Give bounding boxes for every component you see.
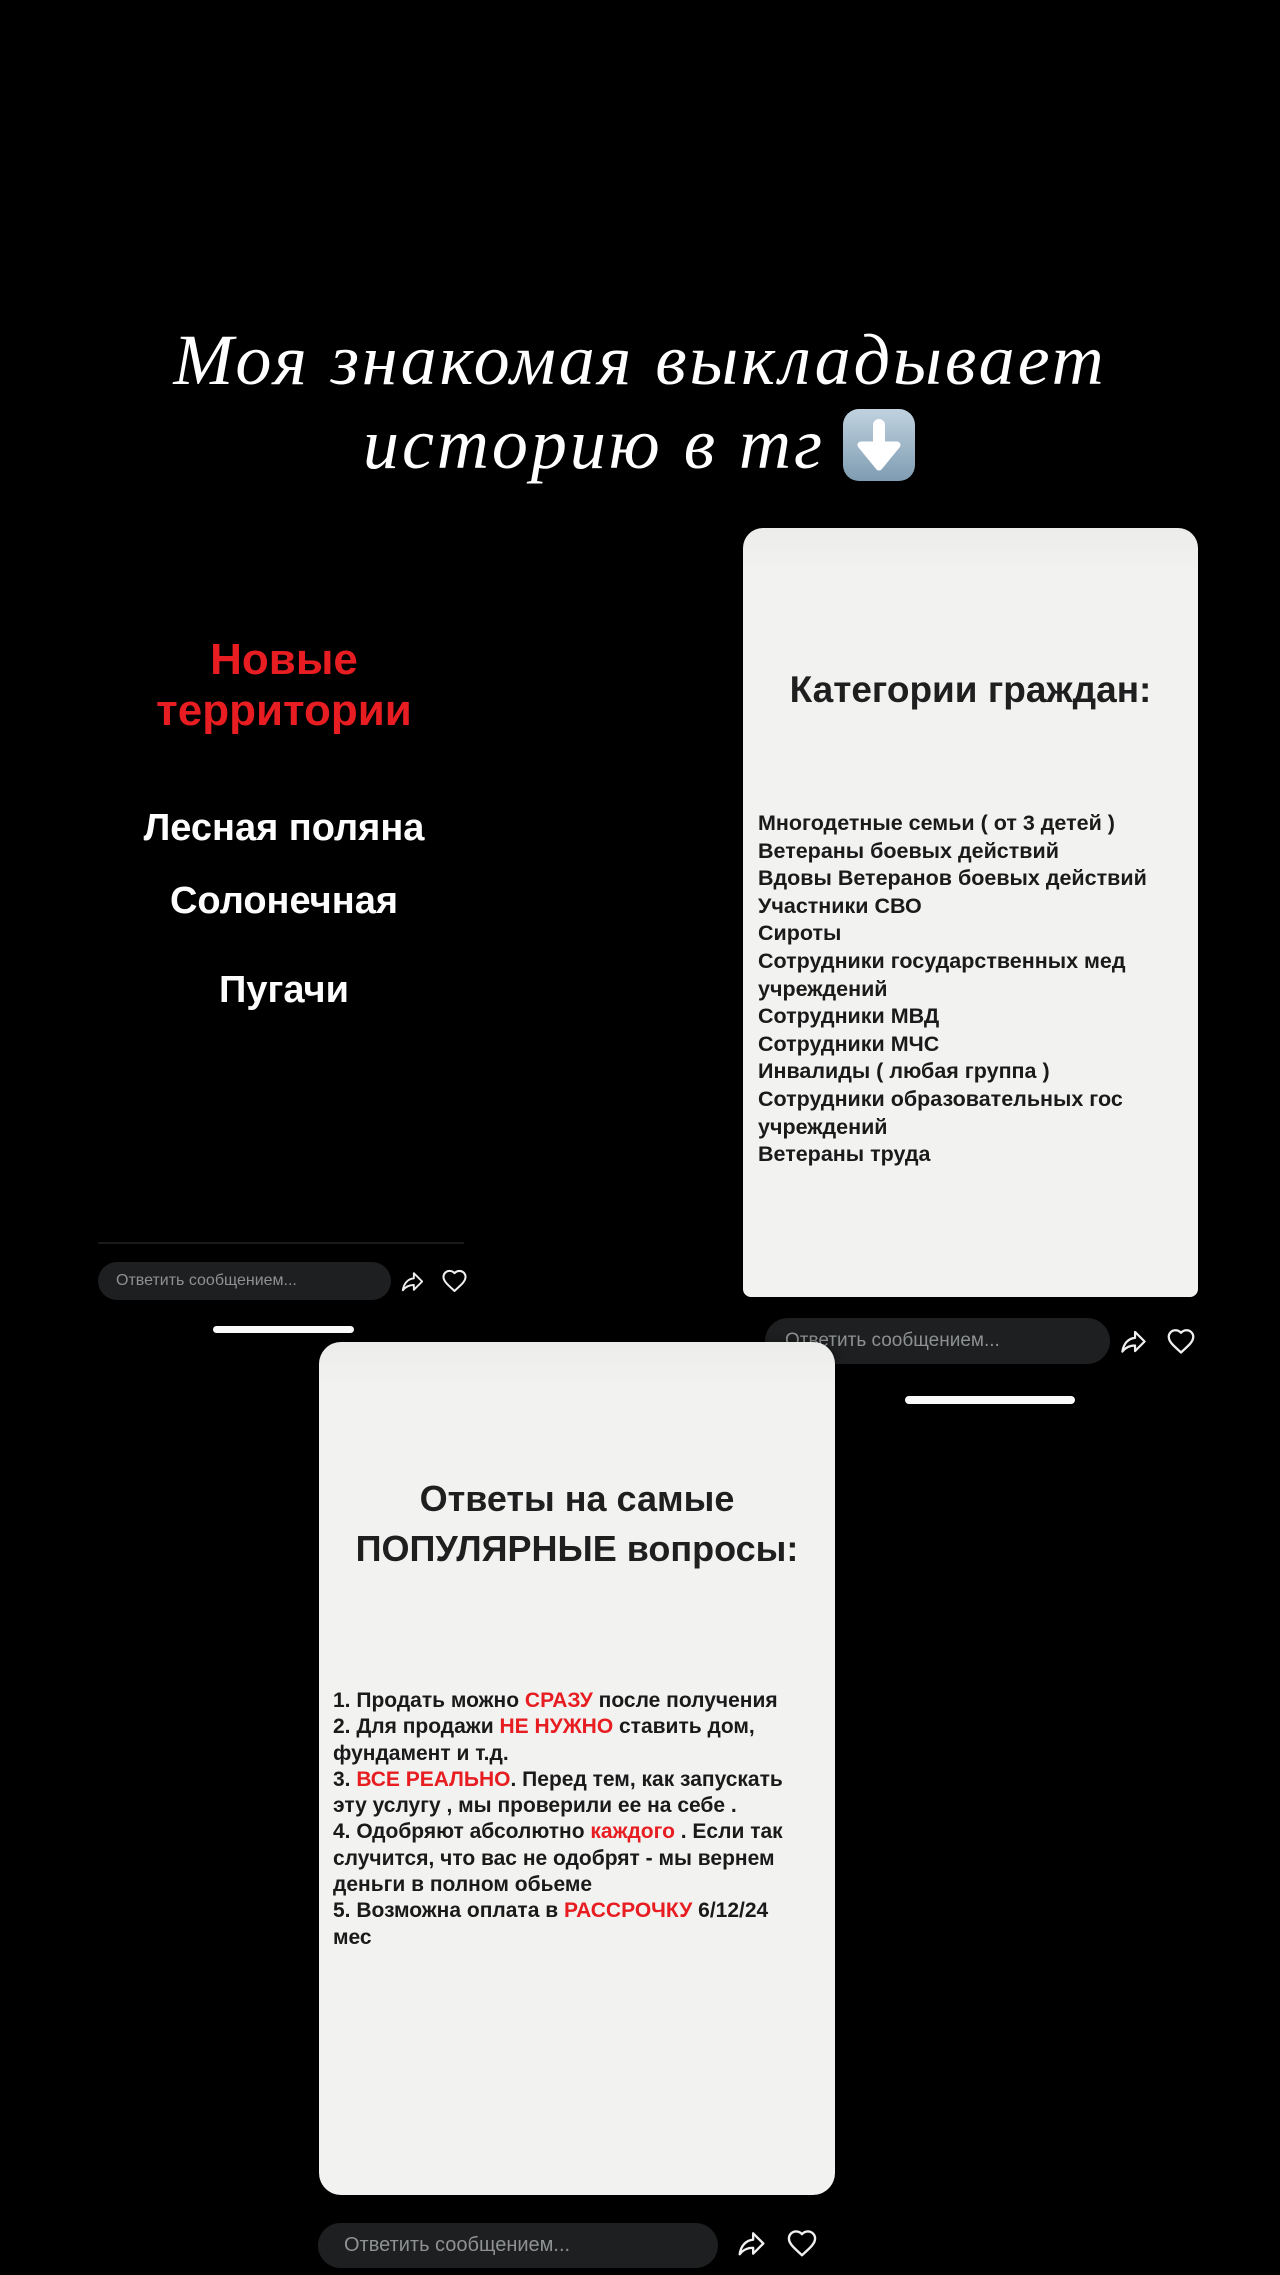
territories-heading: [104, 634, 464, 736]
territories-heading-line1: Новые: [210, 635, 358, 684]
category-line: учреждений: [758, 1114, 888, 1139]
category-line: Вдовы Ветеранов боевых действий: [758, 866, 1147, 891]
location-lesnaya-polyana: Лесная поляна: [143, 807, 425, 849]
like-heart-icon[interactable]: [441, 1268, 468, 1300]
story-title-line2-text: историю в тг: [362, 404, 826, 484]
like-heart-icon[interactable]: [1166, 1327, 1196, 1362]
category-line: Сотрудники государственных мед: [758, 948, 1126, 973]
reply-input[interactable]: [98, 1262, 391, 1300]
reply-input[interactable]: [318, 2223, 718, 2268]
category-line: Сотрудники МВД: [758, 1004, 940, 1029]
faq-line: фундамент и т.д.: [333, 1741, 509, 1765]
category-line: Инвалиды ( любая группа ): [758, 1059, 1050, 1084]
faq-card-title: [319, 1474, 835, 1574]
faq-line: 4. Одобряют абсолютно каждого . Если так: [333, 1820, 783, 1844]
category-line: Ветераны боевых действий: [758, 838, 1059, 863]
faq-line: 3. ВСЕ РЕАЛЬНО. Перед тем, как запускать: [333, 1767, 783, 1791]
like-heart-icon[interactable]: [786, 2228, 818, 2265]
faq-line: 5. Возможна оплата в РАССРОЧКУ 6/12/24: [333, 1899, 769, 1923]
faq-line: деньги в полном обьеме: [333, 1873, 593, 1897]
categories-list: [758, 810, 1188, 1169]
faq-line: случится, что вас не одобрят - мы вернем: [333, 1846, 775, 1870]
category-line: Сироты: [758, 921, 842, 946]
location-pugachi: Пугачи: [219, 969, 349, 1011]
location-solonechnaya: Солонечная: [169, 880, 399, 922]
down-arrow-emoji-icon: [841, 408, 917, 498]
faq-list: [333, 1688, 825, 1951]
faq-title-line1: Ответы на самые: [419, 1478, 735, 1519]
faq-card: [319, 1342, 835, 2195]
category-line: Сотрудники МЧС: [758, 1031, 940, 1056]
category-line: Ветераны труда: [758, 1142, 931, 1167]
category-line: Многодетные семьи ( от 3 детей ): [758, 811, 1115, 835]
story-title-line1: Моя знакомая выкладывает: [173, 320, 1107, 400]
categories-card: [743, 528, 1198, 1297]
categories-card-title: Категории граждан:: [789, 669, 1152, 710]
home-indicator: [905, 1396, 1075, 1404]
story-title-line2: [0, 404, 1280, 496]
category-line: учреждений: [758, 976, 888, 1001]
category-line: Участники СВО: [758, 893, 922, 918]
faq-line: 2. Для продажи НЕ НУЖНО ставить дом,: [333, 1715, 755, 1739]
faq-line: мес: [333, 1925, 372, 1949]
territories-heading-line2: территории: [156, 686, 412, 735]
story-divider-line: [98, 1242, 464, 1244]
faq-title-line2: ПОПУЛЯРНЫЕ вопросы:: [355, 1528, 799, 1569]
faq-line: 1. Продать можно СРАЗУ после получения: [333, 1689, 778, 1712]
share-icon[interactable]: [1118, 1326, 1149, 1362]
faq-line: эту услугу , мы проверили ее на себе .: [333, 1794, 737, 1818]
category-line: Сотрудники образовательных гос: [758, 1086, 1123, 1111]
share-icon[interactable]: [399, 1268, 426, 1300]
home-indicator: [213, 1326, 354, 1333]
share-icon[interactable]: [735, 2227, 768, 2265]
